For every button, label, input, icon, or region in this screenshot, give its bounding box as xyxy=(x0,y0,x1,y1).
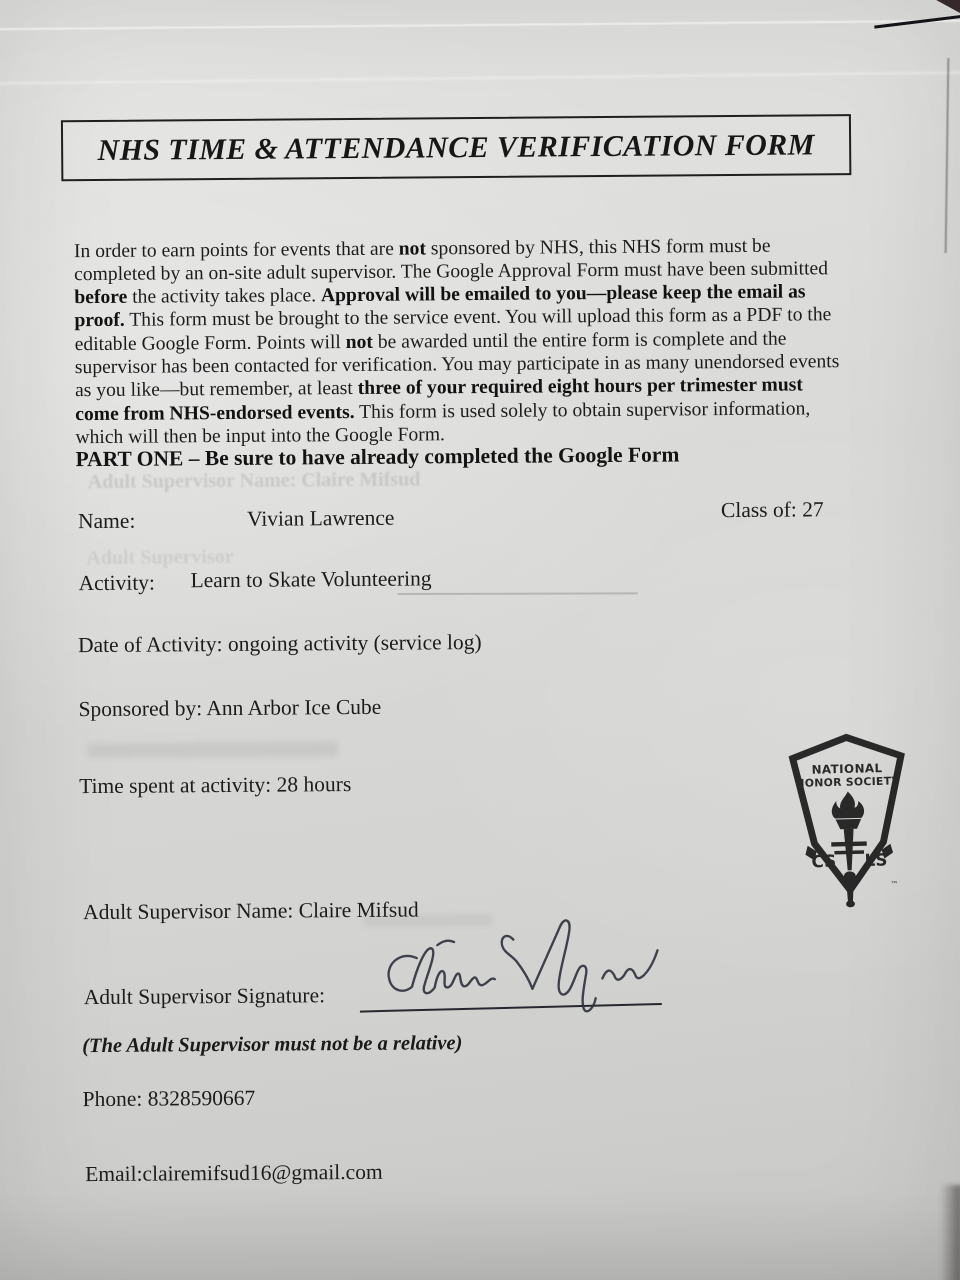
svg-text:CS: CS xyxy=(811,850,837,872)
form-title-box xyxy=(61,114,851,181)
activity-underline xyxy=(398,592,638,594)
form-title: NHS TIME & ATTENDANCE VERIFICATION FORM xyxy=(97,127,815,167)
relative-note: (The Adult Supervisor must not be a relative) xyxy=(82,1032,463,1058)
time-spent-line: Time spent at activity: 28 hours xyxy=(79,772,352,799)
activity-value: Learn to Skate Volunteering xyxy=(190,566,432,593)
sponsored-by-line: Sponsored by: Ann Arbor Ice Cube xyxy=(78,694,382,722)
activity-label: Activity: xyxy=(78,570,156,596)
torch-stem xyxy=(844,829,855,871)
date-of-activity-line: Date of Activity: ongoing activity (service log) xyxy=(77,629,482,658)
nhs-emblem-logo xyxy=(781,730,916,913)
svg-text:HONOR SOCIETY: HONOR SOCIETY xyxy=(795,774,900,791)
part-one-heading: PART ONE – Be sure to have already completed the Google Form xyxy=(75,442,680,472)
email-line: Email:clairemifsud16@gmail.com xyxy=(85,1159,383,1187)
phone-line: Phone: 8328590667 xyxy=(82,1085,256,1112)
supervisor-signature xyxy=(355,915,662,1017)
intro-paragraph: In order to earn points for events that are not sponsored by NHS, this NHS form must be completed by an on-site adult supervisor. The Google Approval Form must have been submitted before the activity takes place. Approval will be emailed to you—please keep the email as proof. This form must be brought to the service event. You will upload this form as a PDF to the editable Google Form. Points will not be awarded until the entire form is complete and the supervisor has been contacted for verification. You may participate in as many unendorsed events as you like—but remember, at least three of your required eight hours per trimester must come from NHS-endorsed events. This form is used solely to obtain supervisor information, which will then be input into the Google Form. xyxy=(73,235,840,449)
svg-text:™: ™ xyxy=(890,879,899,890)
class-of-value: Class of: 27 xyxy=(720,497,824,523)
svg-text:NATIONAL: NATIONAL xyxy=(811,760,883,777)
svg-text:LS: LS xyxy=(864,849,888,871)
name-value: Vivian Lawrence xyxy=(246,505,395,531)
torch-cup xyxy=(836,819,862,829)
torch-flame xyxy=(831,791,864,818)
bleedthrough-text: Adult Supervisor Name: Claire Mifsud xyxy=(87,468,421,494)
bleedthrough-smudge xyxy=(88,741,338,758)
supervisor-name-line: Adult Supervisor Name: Claire Mifsud xyxy=(83,897,419,925)
name-label: Name: xyxy=(77,508,136,534)
signature-label: Adult Supervisor Signature: xyxy=(83,983,326,1010)
bleedthrough-text: Adult Supervisor xyxy=(86,545,234,570)
